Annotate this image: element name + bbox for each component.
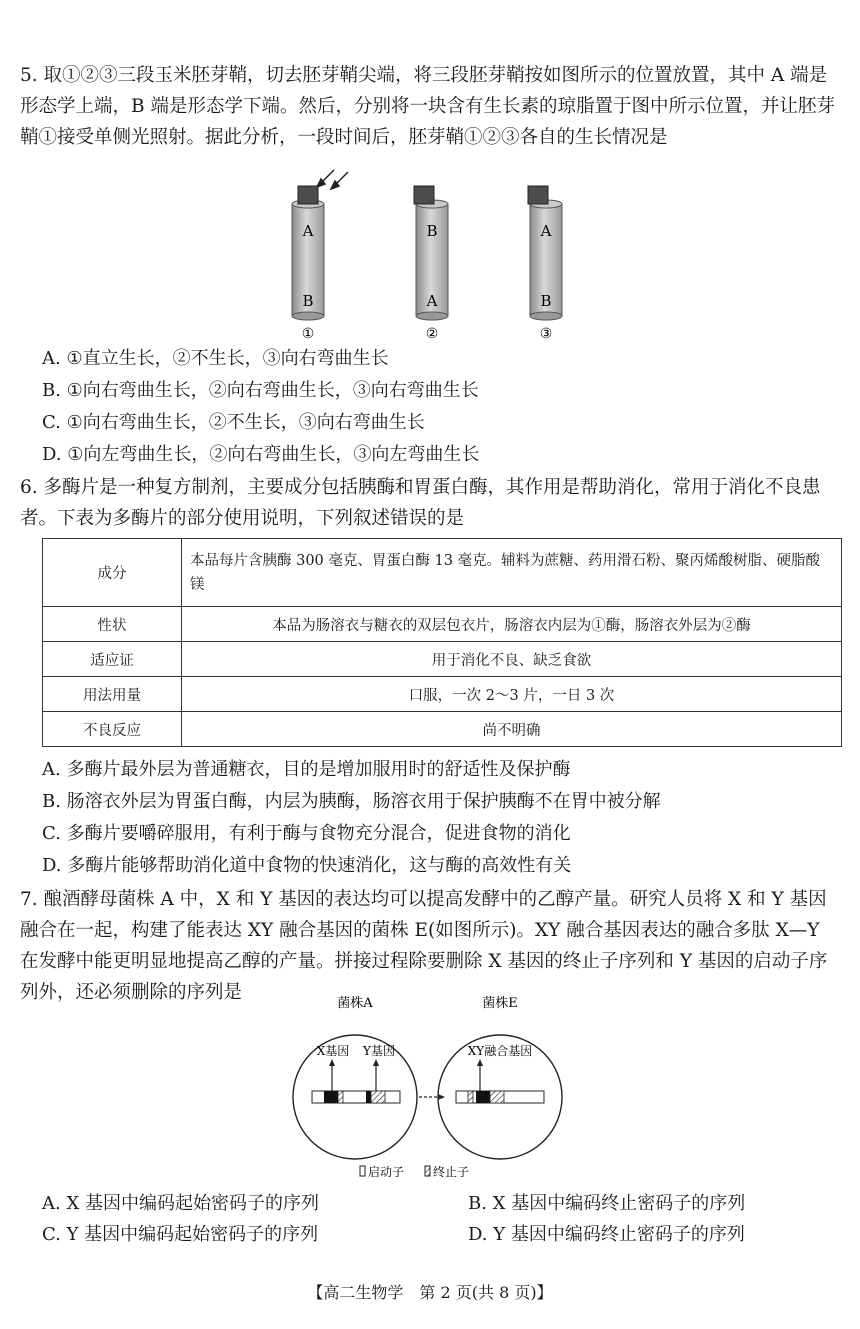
- segment-label-top: A: [302, 222, 314, 240]
- table-row: [43, 677, 842, 712]
- table-key: 用法用量: [43, 677, 182, 712]
- segment-label-bottom: A: [426, 292, 438, 310]
- promoter-legend-icon: [360, 1166, 365, 1176]
- table-row: [43, 642, 842, 677]
- q7-option-c: C. Y 基因中编码起始密码子的序列: [42, 1224, 319, 1245]
- table-row: [43, 607, 842, 642]
- q5-stem: 5. 取①②③三段玉米胚芽鞘，切去胚芽鞘尖端，将三段胚芽鞘按如图所示的位置放置，其中 A 端是形态学上端，B 端是形态学下端。然后，分别将一块含有生长素的琼脂置于图中所示位置，并让胚芽鞘①接受单侧光照射。据此分析，一段时间后，胚芽鞘①②③各自的生长情况是: [20, 65, 835, 148]
- terminator-legend-icon: [425, 1166, 430, 1176]
- agar-block: [414, 186, 434, 204]
- strain-a-label: 菌株A: [337, 996, 373, 1011]
- q6-option-d: D. 多酶片能够帮助消化道中食物的快速消化，这与酶的高效性有关: [42, 855, 572, 876]
- agar-block: [528, 186, 548, 204]
- light-arrow-icon: [317, 170, 348, 189]
- q5-figure: [270, 160, 600, 345]
- segment-number: ②: [425, 326, 439, 342]
- segment-number: ③: [539, 326, 553, 342]
- y-gene-label: Y基因: [363, 1044, 395, 1058]
- q5-option-d: D. ①向左弯曲生长，②向右弯曲生长，③向左弯曲生长: [42, 444, 480, 465]
- segment-label-bottom: B: [302, 292, 314, 310]
- page-footer: 【高二生物学 第 2 页(共 8 页)】: [307, 1283, 553, 1302]
- table-key: 不良反应: [43, 712, 182, 747]
- q7-figure: [290, 985, 570, 1180]
- q6-option-c: C. 多酶片要嚼碎服用，有利于酶与食物充分混合，促进食物的消化: [42, 823, 571, 844]
- table-row: [43, 539, 842, 607]
- segment-number: ①: [301, 326, 315, 342]
- table-key: 性状: [43, 607, 182, 642]
- segment-label-top: A: [540, 222, 552, 240]
- q7-option-b: B. X 基因中编码终止密码子的序列: [468, 1193, 746, 1214]
- q6-option-a: A. 多酶片最外层为普通糖衣，目的是增加服用时的舒适性及保护酶: [42, 759, 571, 780]
- table-key: 适应证: [43, 642, 182, 677]
- agar-block: [298, 186, 318, 204]
- q7-option-a: A. X 基因中编码起始密码子的序列: [42, 1193, 319, 1214]
- usage-table: [42, 538, 842, 747]
- legend-promoter: 启动子: [368, 1165, 405, 1179]
- q5-option-c: C. ①向右弯曲生长，②不生长，③向右弯曲生长: [42, 412, 425, 433]
- q6-option-b: B. 肠溶衣外层为胃蛋白酶，内层为胰酶，肠溶衣用于保护胰酶不在胃中被分解: [42, 791, 661, 812]
- segment-label-top: B: [426, 222, 438, 240]
- table-row: [43, 712, 842, 747]
- table-value: 口服，一次 2～3 片，一日 3 次: [182, 677, 842, 712]
- xy-gene-label: XY融合基因: [467, 1044, 533, 1058]
- coleoptile-segment-1: [292, 186, 324, 342]
- table-value: 用于消化不良、缺乏食欲: [182, 642, 842, 677]
- q7-stem: 7. 酿酒酵母菌株 A 中，X 和 Y 基因的表达均可以提高发酵中的乙醇产量。研究人员将 X 和 Y 基因融合在一起，构建了能表达 XY 融合基因的菌株 E(如图所示)。XY 融合基因表达的融合多肽 X—Y 在发酵中能更明显地提高乙醇的产量。拼接过程除要删除 X 基因的终止子序列和 Y 基因的启动子序列外，还必须删除的序列是: [20, 889, 828, 1003]
- legend-terminator: 终止子: [433, 1165, 470, 1179]
- strain-e-label: 菌株E: [482, 996, 518, 1011]
- q6-stem: 6. 多酶片是一种复方制剂，主要成分包括胰酶和胃蛋白酶，其作用是帮助消化，常用于消化不良患者。下表为多酶片的部分使用说明，下列叙述错误的是: [20, 477, 821, 529]
- x-gene-label: X基因: [316, 1044, 350, 1058]
- q5-option-b: B. ①向右弯曲生长，②向右弯曲生长，③向右弯曲生长: [42, 380, 479, 401]
- table-value: 尚不明确: [182, 712, 842, 747]
- coleoptile-segment-2: [414, 186, 448, 342]
- table-value: 本品为肠溶衣与糖衣的双层包衣片，肠溶衣内层为①酶，肠溶衣外层为②酶: [182, 607, 842, 642]
- table-key: 成分: [43, 539, 182, 607]
- table-value: 本品每片含胰酶 300 毫克、胃蛋白酶 13 毫克。辅料为蔗糖、药用滑石粉、聚丙烯酸树脂、硬脂酸镁: [182, 539, 842, 607]
- coleoptile-segment-3: [528, 186, 562, 342]
- segment-label-bottom: B: [540, 292, 552, 310]
- q5-option-a: A. ①直立生长，②不生长，③向右弯曲生长: [42, 348, 389, 369]
- q7-option-d: D. Y 基因中编码终止密码子的序列: [468, 1224, 745, 1245]
